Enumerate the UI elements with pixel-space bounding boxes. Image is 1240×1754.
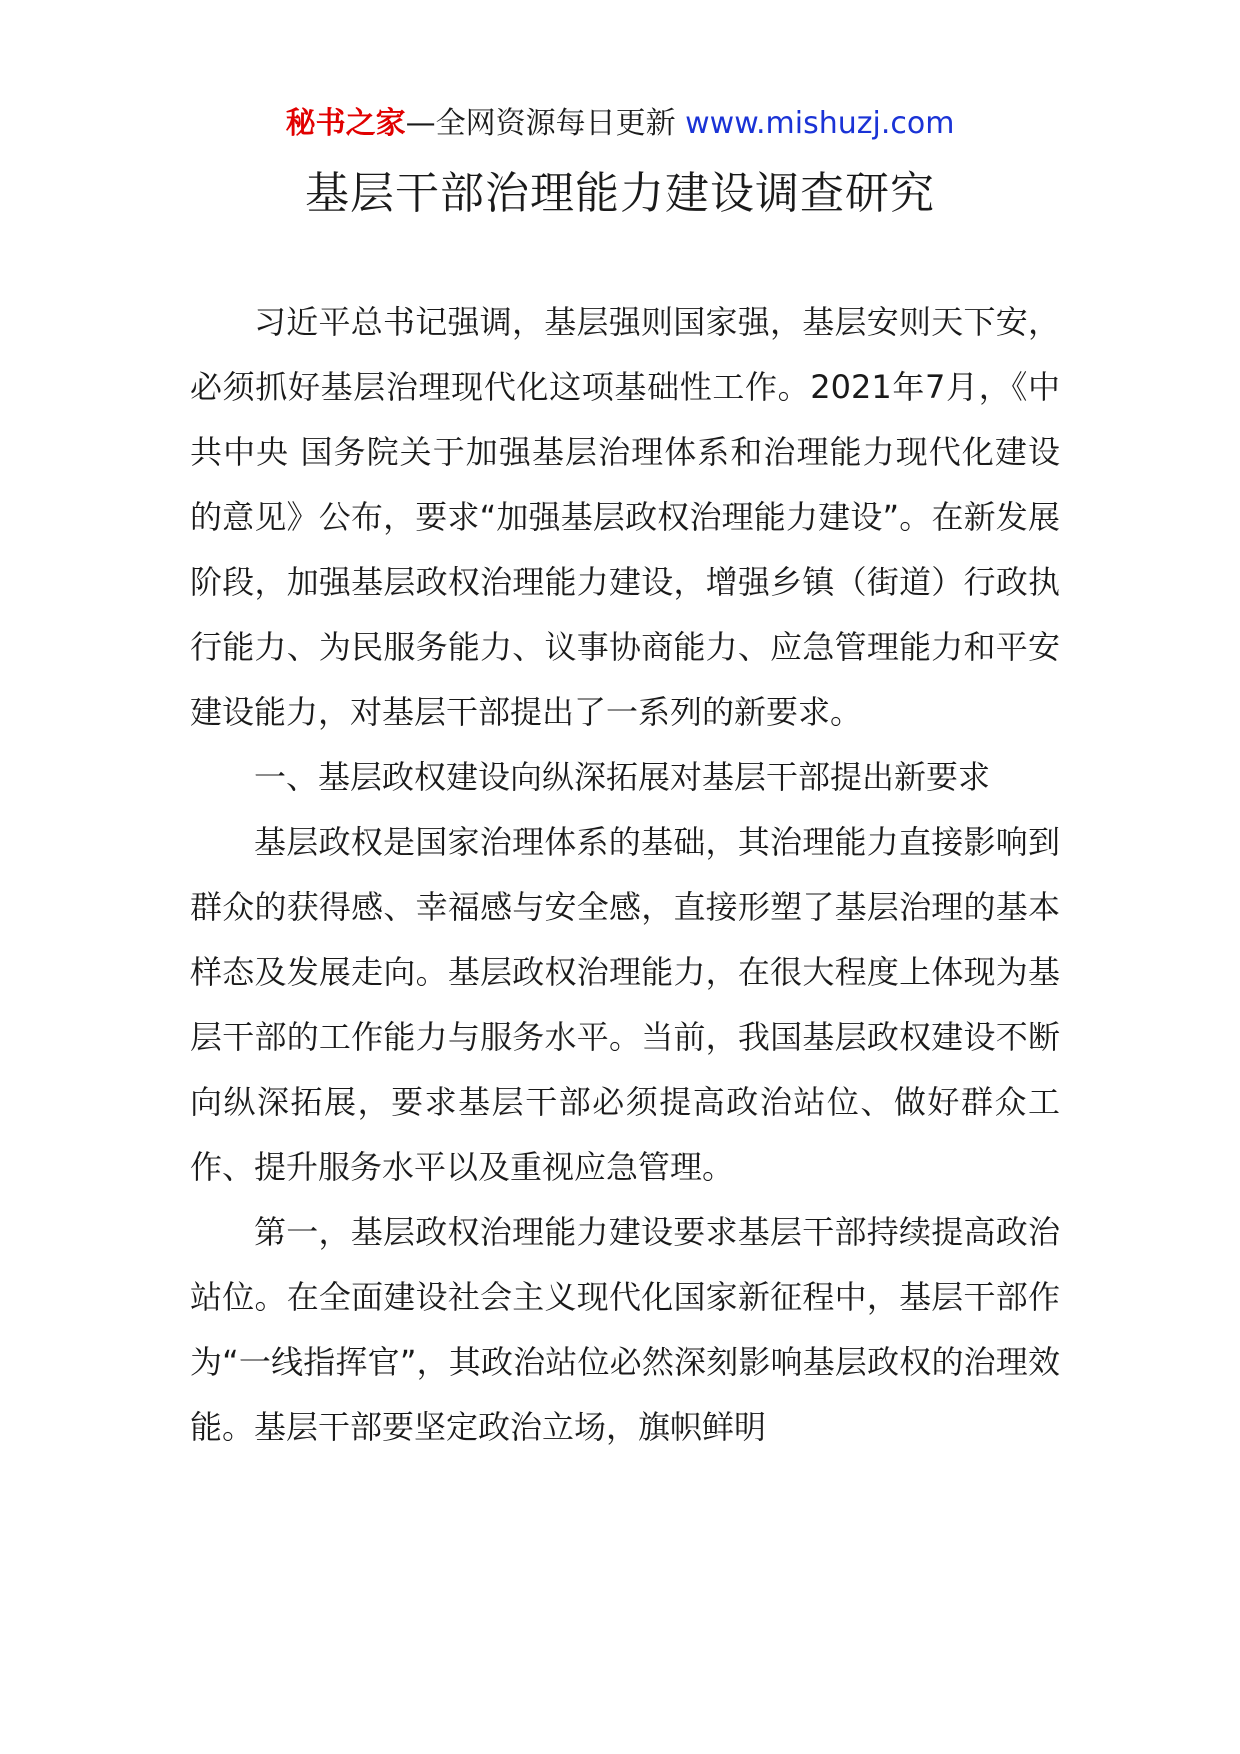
body-paragraph: 第一，基层政权治理能力建设要求基层干部持续提高政治站位。在全面建设社会主义现代化国家新征程中，基层干部作为“一线指挥官”，其政治站位必然深刻影响基层政权的治理效能。基层干部要坚定政治立场，旗帜鲜明 xyxy=(190,1213,1060,1446)
site-header xyxy=(0,104,1240,144)
site-url-link[interactable]: www.mishuzj.com xyxy=(685,106,955,141)
body-paragraph: 基层政权是国家治理体系的基础，其治理能力直接影响到群众的获得感、幸福感与安全感，直接形塑了基层治理的基本样态及发展走向。基层政权治理能力，在很大程度上体现为基层干部的工作能力与服务水平。当前，我国基层政权建设不断向纵深拓展，要求基层干部必须提高政治站位、做好群众工作、提升服务水平以及重视应急管理。 xyxy=(190,823,1060,1186)
brand-name: 秘书之家 xyxy=(285,106,406,141)
document-title: 基层干部治理能力建设调查研究 xyxy=(305,168,935,219)
section-heading: 一、基层政权建设向纵深拓展对基层干部提出新要求 xyxy=(254,758,991,796)
header-tagline: —全网资源每日更新 xyxy=(405,106,686,141)
intro-paragraph: 习近平总书记强调，基层强则国家强，基层安则天下安，必须抓好基层治理现代化这项基础性工作。2021年7月，《中共中央 国务院关于加强基层治理体系和治理能力现代化建设的意见》公布，要求“加强基层政权治理能力建设”。在新发展阶段，加强基层政权治理能力建设，增强乡镇（街道）行政执行能力、为民服务能力、议事协商能力、应急管理能力和平安建设能力，对基层干部提出了一系列的新要求。 xyxy=(190,303,1060,731)
document-body xyxy=(190,290,1060,1460)
